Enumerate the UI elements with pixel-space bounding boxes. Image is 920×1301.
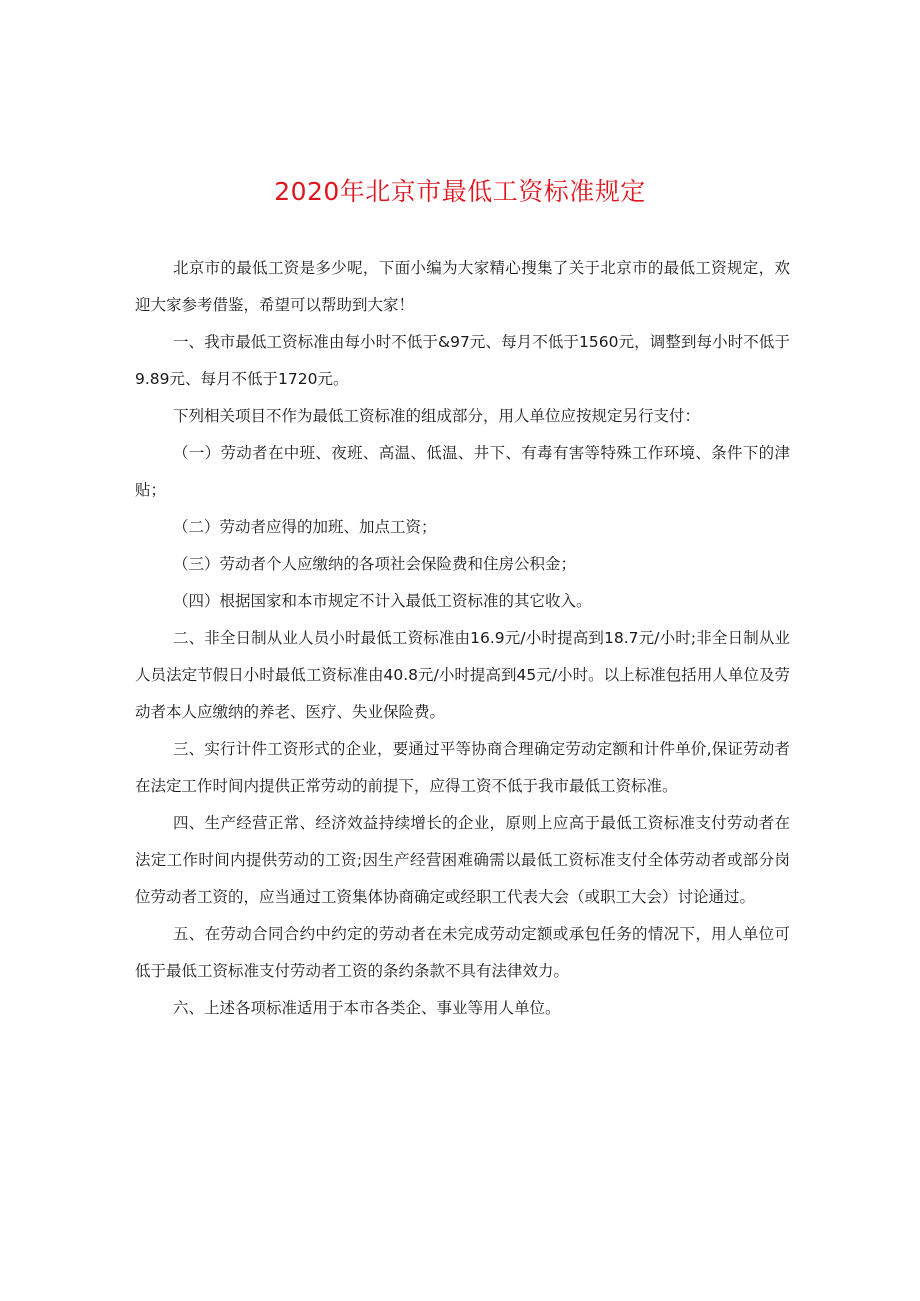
article-1-paragraph: 一、我市最低工资标准由每小时不低于&97元、每月不低于1560元，调整到每小时不低于9.89元、每月不低于1720元。 — [135, 333, 790, 388]
article-5-paragraph: 五、在劳动合同合约中约定的劳动者在未完成劳动定额或承包任务的情况下，用人单位可低于最低工资标准支付劳动者工资的条约条款不具有法律效力。 — [135, 925, 790, 980]
intro-paragraph: 北京市的最低工资是多少呢，下面小编为大家精心搜集了关于北京市的最低工资规定，欢迎大家参考借鉴，希望可以帮助到大家！ — [135, 259, 790, 314]
article-6-paragraph: 六、上述各项标准适用于本市各类企、事业等用人单位。 — [172, 999, 561, 1017]
document-body — [135, 250, 790, 1027]
article-2-paragraph: 二、非全日制从业人员小时最低工资标准由16.9元/小时提高到18.7元/小时;非全日制从业人员法定节假日小时最低工资标准由40.8元/小时提高到45元/小时。以上标准包括用人单位及劳动者本人应缴纳的养老、医疗、失业保险费。 — [135, 629, 790, 721]
exclusion-item-2: （二）劳动者应得的加班、加点工资； — [172, 518, 437, 536]
exclusion-item-1: （一）劳动者在中班、夜班、高温、低温、井下、有毒有害等特殊工作环境、条件下的津贴； — [135, 444, 790, 499]
exclusion-item-4: （四）根据国家和本市规定不计入最低工资标准的其它收入。 — [172, 592, 592, 610]
document-title: 2020年北京市最低工资标准规定 — [274, 177, 646, 206]
exclusion-item-3: （三）劳动者个人应缴纳的各项社会保险费和住房公积金； — [172, 555, 576, 573]
article-3-paragraph: 三、实行计件工资形式的企业，要通过平等协商合理确定劳动定额和计件单价,保证劳动者在法定工作时间内提供正常劳动的前提下，应得工资不低于我市最低工资标准。 — [135, 740, 790, 795]
exclusions-lead-paragraph: 下列相关项目不作为最低工资标准的组成部分，用人单位应按规定另行支付： — [172, 407, 700, 425]
article-4-paragraph: 四、生产经营正常、经济效益持续增长的企业，原则上应高于最低工资标准支付劳动者在法定工作时间内提供劳动的工资;因生产经营困难确需以最低工资标准支付全体劳动者或部分岗位劳动者工资的，应当通过工资集体协商确定或经职工代表大会（或职工大会）讨论通过。 — [135, 814, 790, 906]
